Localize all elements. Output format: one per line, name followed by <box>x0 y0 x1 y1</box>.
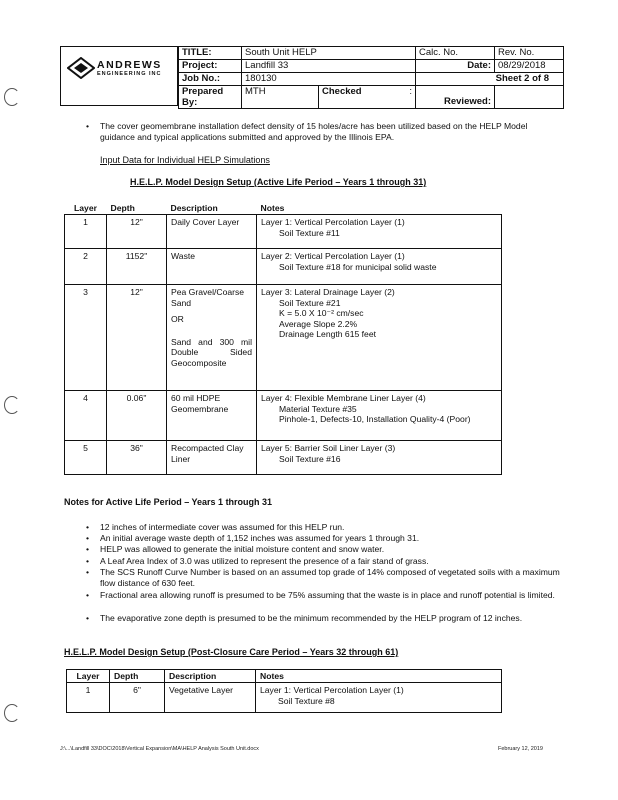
notes-line: Soil Texture #8 <box>278 695 335 706</box>
company-subtitle: ENGINEERING INC <box>97 71 162 77</box>
notes-line: Pinhole-1, Defects-10, Installation Quality-4 (Poor) <box>279 414 471 424</box>
col-header-description: Description <box>165 670 256 683</box>
notes-cell <box>257 391 502 441</box>
checked-label: Checked <box>322 86 362 97</box>
table-row <box>65 391 502 441</box>
depth-cell: 6" <box>110 683 165 713</box>
header-info-table <box>178 46 564 109</box>
layer-cell: 2 <box>65 249 107 285</box>
title-value: South Unit HELP <box>242 47 416 60</box>
note-bullet: • The evaporative zone depth is presumed to be the minimum recommended by the HELP program of 12 inches. <box>100 613 562 624</box>
col-header-depth: Depth <box>107 202 167 215</box>
job-label: Job No.: <box>179 73 242 86</box>
description-cell <box>167 249 257 285</box>
active-life-heading: H.E.L.P. Model Design Setup (Active Life Period – Years 1 through 31) <box>130 177 427 187</box>
table-row <box>65 285 502 391</box>
calc-no-label: Calc. No. <box>416 47 485 60</box>
table-row <box>67 683 502 713</box>
checked-cell <box>319 86 416 109</box>
post-closure-heading: H.E.L.P. Model Design Setup (Post-Closure Care Period – Years 32 through 61) <box>64 647 399 657</box>
depth-cell: 12" <box>107 285 167 391</box>
punch-hole-mark <box>4 396 20 414</box>
layer-cell: 1 <box>67 683 110 713</box>
depth-cell: 1152" <box>107 249 167 285</box>
notes-line: Material Texture #35 <box>279 403 357 414</box>
input-data-heading: Input Data for Individual HELP Simulations <box>100 155 270 165</box>
layer-cell: 4 <box>65 391 107 441</box>
prepared-label: Prepared By: <box>179 86 242 109</box>
job-value: 180130 <box>242 73 416 86</box>
post-closure-table <box>66 669 502 713</box>
note-bullet: • Fractional area allowing runoff is presumed to be 75% assuming that the waste is in place and runoff potential is limited. <box>100 590 562 601</box>
description-text: Sand and 300 mil Double Sided Geocomposite <box>171 336 252 368</box>
active-life-table <box>64 202 502 475</box>
intro-bullet: • The cover geomembrane installation defect density of 15 holes/acre has been utilized based on the HELP Model guidance and typical applications submitted and approved by the Illinois EPA. <box>100 121 562 143</box>
project-value: Landfill 33 <box>242 60 416 73</box>
notes-line: Layer 1: Vertical Percolation Layer (1) <box>260 685 404 695</box>
description-cell <box>167 285 257 391</box>
note-bullet: • The SCS Runoff Curve Number is based on an assumed top grade of 14% composed of vegetated soils with a maximum flow distance of 630 feet. <box>100 567 562 589</box>
date-label: Date: <box>416 60 495 73</box>
calc-no-value <box>484 47 495 60</box>
company-logo <box>60 46 178 106</box>
table-row <box>65 441 502 475</box>
depth-cell: 12" <box>107 215 167 249</box>
description-text: Daily Cover Layer <box>171 217 240 227</box>
col-header-description: Description <box>167 202 257 215</box>
notes-line: Layer 5: Barrier Soil Liner Layer (3) <box>261 443 396 453</box>
col-header-notes: Notes <box>256 670 502 683</box>
description-text: Recompacted Clay Liner <box>171 443 244 464</box>
notes-cell <box>257 215 502 249</box>
depth-cell: 0.06" <box>107 391 167 441</box>
notes-line: Soil Texture #16 <box>279 453 341 464</box>
table-row <box>65 249 502 285</box>
description-text: OR <box>171 314 184 324</box>
notes-line: Layer 2: Vertical Percolation Layer (1) <box>261 251 405 261</box>
description-text: Waste <box>171 251 196 261</box>
checked-value: : <box>409 86 412 97</box>
depth-cell: 36" <box>107 441 167 475</box>
footer-file-path: J:\...\Landfill 33\DOC\2018\Vertical Expansion\MA\HELP Analysis South Unit.docx <box>60 746 259 752</box>
notes-heading: Notes for Active Life Period – Years 1 through 31 <box>64 497 273 507</box>
notes-line: Layer 1: Vertical Percolation Layer (1) <box>261 217 405 227</box>
description-text: 60 mil HDPE Geomembrane <box>171 393 229 414</box>
description-text: Pea Gravel/Coarse Sand <box>171 287 245 308</box>
notes-line: Soil Texture #18 for municipal solid waste <box>279 261 437 272</box>
company-name: ANDREWS <box>97 59 162 71</box>
andrews-diamond-icon <box>67 57 95 79</box>
description-cell <box>167 391 257 441</box>
col-header-layer: Layer <box>67 670 110 683</box>
notes-line: K = 5.0 X 10⁻² cm/sec <box>279 308 364 318</box>
notes-line: Soil Texture #21 <box>279 297 341 308</box>
layer-cell: 3 <box>65 285 107 391</box>
footer-date: February 12, 2019 <box>498 746 543 752</box>
note-bullet: • An initial average waste depth of 1,152 inches was assumed for years 1 through 31. <box>100 533 560 544</box>
notes-line: Average Slope 2.2% <box>279 318 358 329</box>
layer-cell: 5 <box>65 441 107 475</box>
punch-hole-mark <box>4 704 20 722</box>
col-header-layer: Layer <box>65 202 107 215</box>
notes-line: Layer 4: Flexible Membrane Liner Layer (4) <box>261 393 426 403</box>
notes-cell <box>257 285 502 391</box>
description-cell <box>167 215 257 249</box>
date-value: 08/29/2018 <box>495 60 564 73</box>
prepared-value: MTH <box>242 86 319 109</box>
col-header-depth: Depth <box>110 670 165 683</box>
notes-line: Drainage Length 615 feet <box>279 329 376 339</box>
table-row <box>65 215 502 249</box>
layer-cell: 1 <box>65 215 107 249</box>
notes-cell <box>257 249 502 285</box>
notes-line: Soil Texture #11 <box>279 227 340 238</box>
reviewed-value <box>495 86 564 109</box>
rev-no-label: Rev. No. <box>495 47 564 60</box>
reviewed-label: Reviewed: <box>416 86 495 109</box>
notes-cell <box>256 683 502 713</box>
note-bullet: • A Leaf Area Index of 3.0 was utilized to represent the presence of a fair stand of grass. <box>100 556 560 567</box>
punch-hole-mark <box>4 88 20 106</box>
col-header-notes: Notes <box>257 202 502 215</box>
description-cell: Vegetative Layer <box>165 683 256 713</box>
note-bullet: • 12 inches of intermediate cover was assumed for this HELP run. <box>100 522 560 533</box>
sheet-number: Sheet 2 of 8 <box>416 73 564 86</box>
title-label: TITLE: <box>179 47 242 60</box>
notes-line: Layer 3: Lateral Drainage Layer (2) <box>261 287 395 297</box>
note-bullet: • HELP was allowed to generate the initial moisture content and snow water. <box>100 544 560 555</box>
project-label: Project: <box>179 60 242 73</box>
notes-cell <box>257 441 502 475</box>
description-cell <box>167 441 257 475</box>
